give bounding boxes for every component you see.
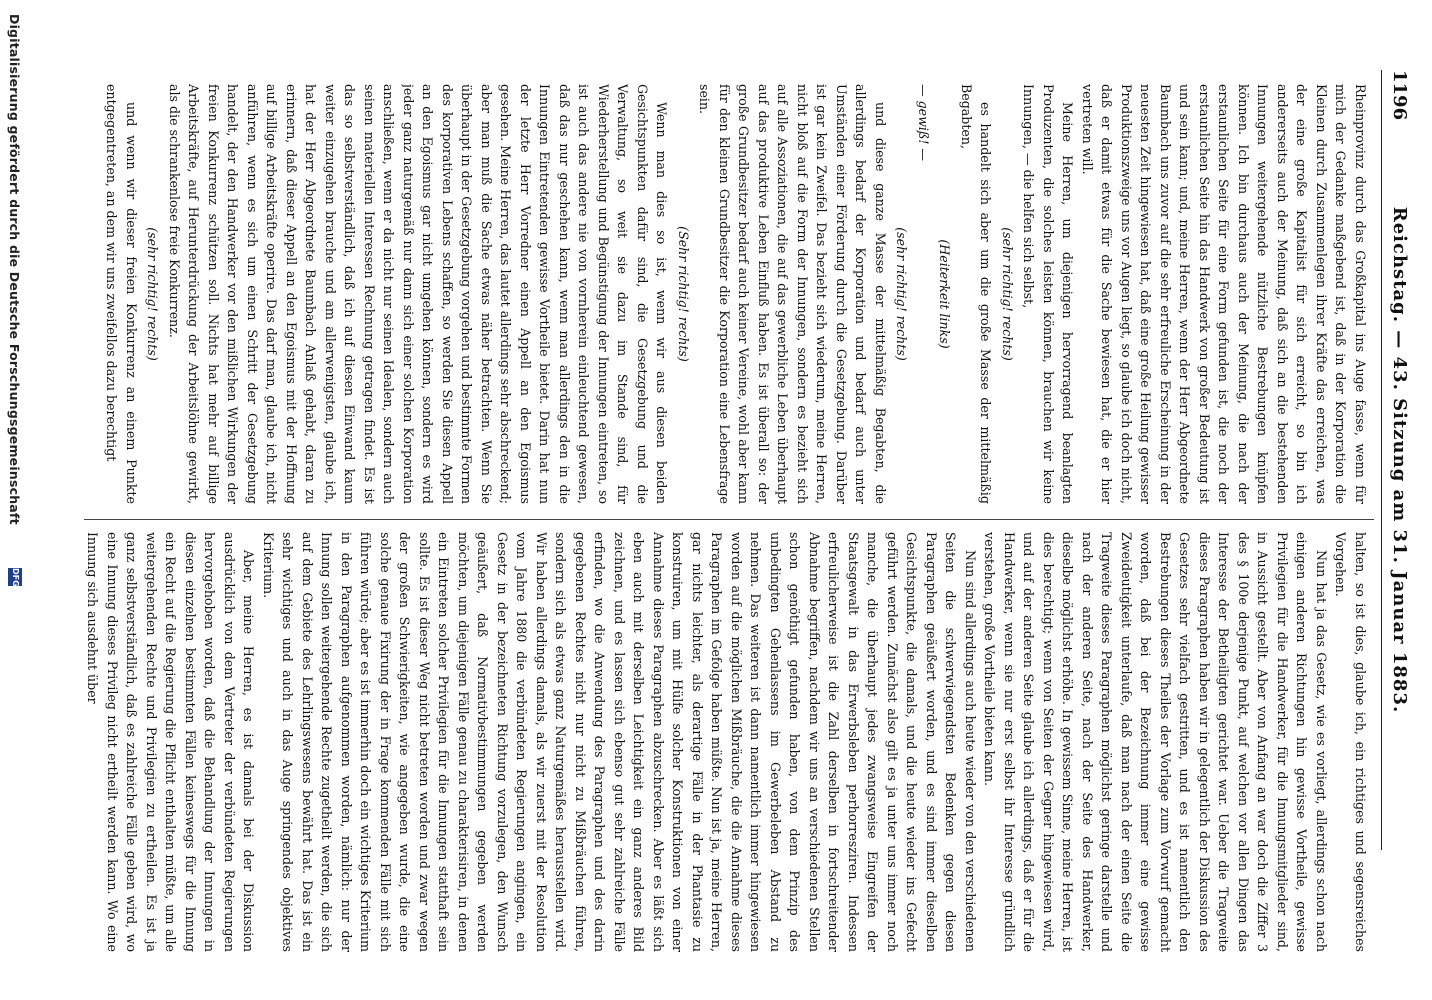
dfg-logo-icon: DFG [8, 568, 22, 586]
interjection: — gewiß! — [916, 84, 931, 161]
interjection: (sehr richtig! rechts) [145, 227, 161, 361]
column-divider [84, 519, 1374, 520]
paragraph: und diese ganze Masse der mittelmäßig Begabten, die allerdings bedarf der Korporation und bedarf auch unter Umständen einer Förderung durch die Gesetzgebung. Darüber ist gar kein Zweifel. Das bezieht sich wiederum, meine Herren, nicht bloß auf die Form der Innungen, sondern es bezieht sich auf alle Assoziationen, die auf das gewerbliche Leben überhaupt auf das produktive Leben Einfluß haben. Es ist überall so: der große Grundbesitzer bedarf auch keiner Vereine, wohl aber kann für den kleinen Grundbesitzer die Korporation eine Lebensfrage sein. [697, 84, 888, 504]
interjection: (sehr richtig! rechts) [894, 227, 910, 361]
page-header [1381, 70, 1414, 850]
page-number: 1196 [1389, 70, 1410, 121]
running-title: Reichstag. — 43. Sitzung am 31. Januar 1883. [1389, 206, 1410, 714]
paragraph: Wenn man dies so ist, wenn wir aus diesen beiden Gesichtspunkten dafür sind, die Gesetzgebung und die Verwaltung, so weit sie dazu im Stande sind, für Wiederherstellung und Begünstigung der Innungen eintreten, so ist auch das andere nie von vornherein einleuchtend gewesen, daß das nur geschehen kann, wenn man allerdings den in die Innungen Eintretenden gewisse Vortheile bietet. Darin hat nun der letzte Herr Vorredner einen Appell an den Egoismus gesehen. Meine Herren, das lautet allerdings sehr abschreckend; aber man muß die Sache etwas näher betrachten. Wenn Sie überhaupt in der Gesetzgebung vorgehen und bestimmte Formen des korporativen Lebens schaffen, so werden Sie diesen Appell an den Egoismus gar nicht umgehen können, sondern es wird jeder ganz naturgemäß nur dann sich einer solchen Korporation anschließen, wenn er da nicht nur seinen Idealen, sondern auch seinen materiellen Interessen Rechnung getragen findet. Es ist das so selbstverständlich, daß ich auf diesen Einwand kaum weiter einzugehen brauche und am allerwenigsten, glaube ich, hat der Herr Abgeordnete Baumbach Anlaß gehabt, daran zu erinnern, daß dieser Appell an den Egoismus mit der Hoffnung auf billige Arbeitskräfte operire. Das darf man, glaube ich, nicht anführen, wenn es sich um einen Schritt der Gesetzgebung handelt, der den Handwerker vor den mißlichen Wirkungen der freien Konkurrenz schützen soll. Nichts hat mehr auf billige Arbeitskräfte, auf Herunterdrückung der Arbeitslöhne gewirkt, als die schrankenlose freie Konkurrenz. [167, 84, 670, 504]
interjection: (sehr richtig! rechts) [1000, 227, 1015, 361]
interjection: (Sehr richtig! rechts) [676, 226, 691, 362]
paragraph: Meine Herren, um diejenigen hervorragend beanlagten Produzenten, die solches leisten können, brauchen wir keine Innungen, — die helfen sich selbst, [1021, 84, 1076, 504]
paragraph: Nun hat ja das Gesetz, wie es vorliegt, allerdings schon nach einigen anderen Richtungen hin gewisse Vortheile, gewisse Privilegien für die Handwerker, für die Innungsmitglieder sind, in Aussicht gestellt. Aber von Anfang an war doch die Ziffer 3 des § 100e derjenige Punkt, auf welchen vor allen Dingen das Interesse der Betheiligten gerichtet war. Ueber die Tragweite dieses Paragraphen haben wir in gelegentlich der Diskussion des Gesetzes sehr vielfach gestritten, und es ist namentlich den Bestrebungen dieses Theiles der Vorlage zum Vorwurf gemacht worden, daß bei der Bezeichnung immer eine gewisse Zweideutigkeit unterlaufe, daß man nach der einen Seite die Tragweite dieses Paragraphen möglichst geringe darstelle und nach der anderen Seite, nach der Seite des Handwerker, dieselbe möglichst erhöhe. In gewissem Sinne, meine Herren, ist dies berechtigt; wenn von Seiten der Gegner hingewiesen wird, und auf der anderen Seite glaube ich allerdings, daß er für die Handwerker, wenn sie nur erst selbst ihr Interesse gründlich verstehen, große Vortheile bieten kann. [982, 532, 1329, 952]
paragraph: halten, so ist dies, glaube ich, ein richtiges und segensreiches Vorgehen. [1333, 532, 1368, 952]
paragraph: und wenn wir dieser freien Konkurrenz an einem Punkte entgegentreten, an dem wir uns zweifellos dazu berechtigt [104, 84, 139, 504]
digitization-footer [0, 0, 26, 1000]
paragraph: es handelt sich aber um die große Masse der mittelmäßig Begabten, [959, 84, 994, 504]
left-column [80, 84, 1370, 504]
right-column [80, 532, 1370, 952]
digitization-note: Digitalisierung gefördert durch die Deutsche Forschungsgemeinschaft [7, 14, 22, 525]
interjection: (Heiterkeit links) [937, 239, 953, 349]
paragraph: Aber, meine Herren, es ist damals bei der Diskussion ausdrücklich von dem Vertreter der verbündeten Regierungen hervorgehoben worden, daß die Behandlung der Innungen in diesen einzelnen bestimmten Fällen keineswegs für die Innung ein Recht auf die Regierung die Pflicht enthalten müßte, um alle weitergehenden Rechte und Privilegien zu ertheilen. Es ist ja ganz selbstverständlich, daß es zahlreiche Fälle geben wird, wo eine Innung dieses Privileg nicht ertheilt werden kann. Wo eine Innung sich ausdehnt über [85, 532, 257, 952]
paragraph: Rheinprovinz durch das Großkapital ins Auge fasse, wenn für mich der Gedanke maßgebend ist, daß in der Korporation die Kleinen durch Zusammenlegen ihrer Kräfte das erreichen, was der eine große Kapitalist für sich erreicht, so bin ich andererseits auch der Meinung, daß sich an die bestehenden Innungen weitergehende nützliche Bestrebungen knüpfen können. Ich bin durchaus auch der Meinung, die nach der erstaunlichen Seite für eine Form gefunden ist, die noch der erstaunlichen Seite hin das Handwerk von großer Bedeutung ist und sein kann; und, meine Herren, wenn der Herr Abgeordnete Baumbach uns zuvor auf die sehr erfreuliche Erscheinung in der neuesten Zeit hingewiesen hat, daß eine große Heilung gewisser Produktionszweige uns vor Augen liegt, so glaube ich doch nicht, daß er damit etwas für die Sache bewiesen hat, die er hier vertreten will. [1080, 84, 1368, 504]
paragraph: Nun sind allerdings auch heute wieder von den verschiedenen Seiten die schwerwiegendsten Bedenken gegen diesen Paragraphen geäußert worden, und es sind immer dieselben Gesichtspunkte, die damals, und die heute wieder ins Gefecht geführt werden. Zunächst also gilt es ja unter uns immer noch manche, die überhaupt jedes zwangsweise Eingreifen der Staatsgewalt in das Erwerbsleben perhorresziren. Indessen erfreulicherweise ist die Zahl derselben in fortschreitender Abnahme begriffen, nachdem wir uns an verschiedenen Stellen schon genöthigt gefunden haben, von dem Prinzip des unbedingten Gehenlassens im Gewerbeleben Abstand zu nehmen. Das weiteren ist dann namentlich immer hingewiesen worden auf die möglichen Mißbräuche, die die Annahme dieses Paragraphen im Gefolge haben müßte. Nun ist ja, meine Herren, gar nichts leichter, als derartige Fälle in der Phantasie zu konstruiren, um mit Hülfe solcher Konstruktionen von einer Annahme dieses Paragraphen abzuschrecken. Aber es läßt sich eben auch mit derselben Leichtigkeit ein ganz anderes Bild zeichnen, und es lassen sich ebenso gut sehr zahlreiche Fälle erfinden, wo die Anwendung des Paragraphen und des darin gegebenen Rechtes nicht nur nicht zu Mißbräuchen führen, sondern sich als etwas ganz Naturgemäßes herausstellen wird. Wir haben allerdings damals, als wir zuerst mit der Resolution vom Jahre 1880 die verbündeten Regierungen angingen, ein Gesetz in der bezeichneten Richtung vorzulegen, den Wunsch geäußert, daß Normativbestimmungen gegeben werden möchten, um diejenigen Fälle genau zu charakterisiren, in denen ein Eintreten solcher Privilegien für die Innungen statthaft sein sollte. Es ist dieser Weg nicht betreten worden und zwar wegen der großen Schwierigkeiten, wie angegeben wurde, die eine solche genaue Fixirung der in Frage kommenden Fälle mit sich führen würde; aber es ist immerhin doch ein wichtiges Kriterium in den Paragraphen aufgenommen worden, nämlich: nur der Innung sollen weitergehende Rechte zugetheilt werden, die sich auf dem Gebiete des Lehrlingswesens bewährt hat. Das ist ein sehr wichtiges und auch in das Auge springendes objektives Kriterium. [261, 532, 978, 952]
